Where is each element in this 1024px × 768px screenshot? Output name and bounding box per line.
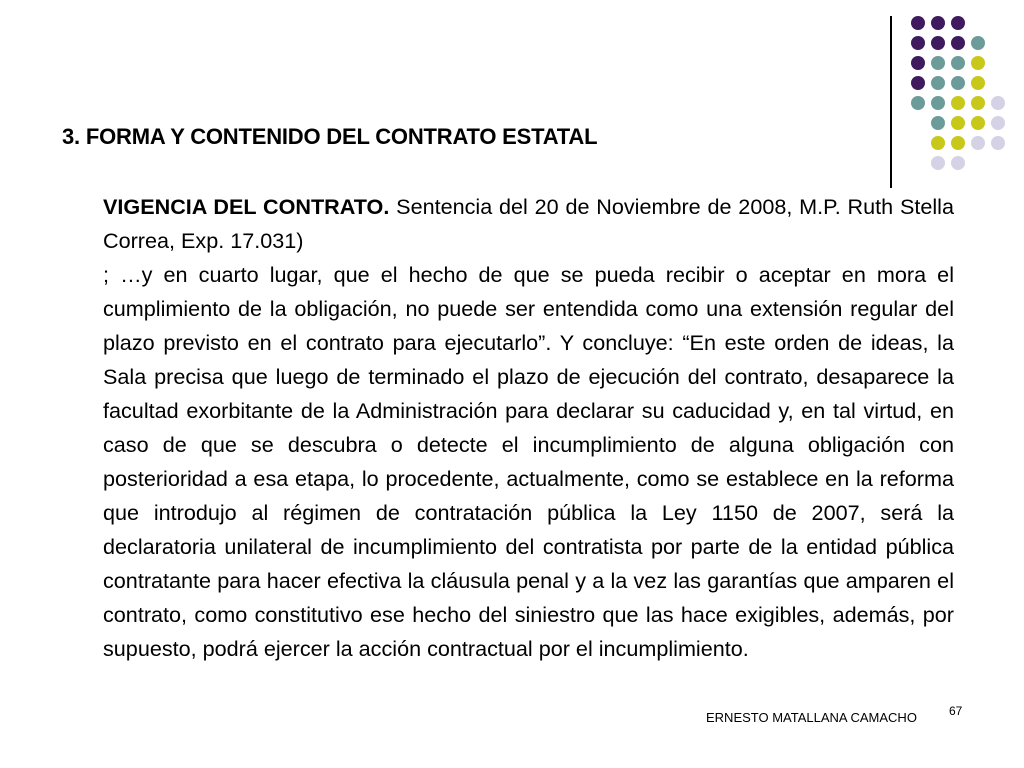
decorative-dot — [951, 76, 965, 90]
decorative-dot — [991, 96, 1005, 110]
decorative-dot — [931, 116, 945, 130]
decorative-dot — [971, 96, 985, 110]
decorative-dot — [931, 56, 945, 70]
decorative-dot-grid — [0, 0, 1024, 200]
decorative-dot — [911, 96, 925, 110]
decorative-dot — [951, 156, 965, 170]
decorative-dot — [911, 16, 925, 30]
decorative-dot — [991, 136, 1005, 150]
decorative-dot — [931, 16, 945, 30]
decorative-dot — [931, 96, 945, 110]
decorative-dot — [931, 156, 945, 170]
decorative-dot — [971, 116, 985, 130]
decorative-dot — [971, 36, 985, 50]
footer-author: ERNESTO MATALLANA CAMACHO — [706, 710, 917, 725]
citation-reference: Sentencia del 20 de Noviembre de 2008, M.P. Ruth Stella Correa, Exp. 17.031) — [103, 194, 954, 253]
decorative-dot — [951, 136, 965, 150]
citation-heading: VIGENCIA DEL CONTRATO. — [103, 194, 390, 219]
decorative-dot — [951, 36, 965, 50]
decorative-dot — [991, 116, 1005, 130]
decorative-dot — [931, 136, 945, 150]
decorative-dot — [971, 76, 985, 90]
decorative-dot — [911, 76, 925, 90]
decorative-dot — [971, 56, 985, 70]
decorative-dot — [951, 16, 965, 30]
page-number: 67 — [949, 704, 963, 718]
decorative-dot — [951, 116, 965, 130]
decorative-dot — [951, 96, 965, 110]
decorative-dot — [911, 56, 925, 70]
citation-paragraph — [103, 190, 954, 258]
slide-title: 3. FORMA Y CONTENIDO DEL CONTRATO ESTATAL — [62, 124, 598, 149]
decorative-dot — [971, 136, 985, 150]
slide-body — [103, 190, 954, 666]
vertical-divider-line — [890, 16, 892, 188]
decorative-dot — [911, 36, 925, 50]
quote-paragraph: ; …y en cuarto lugar, que el hecho de que se pueda recibir o aceptar en mora el cumplimiento de la obligación, no puede ser entendida como una extensión regular del plazo previsto en el contrato para ejecutarlo”. Y concluye: “En este orden de ideas, la Sala precisa que luego de terminado el plazo de ejecución del contrato, desaparece la facultad exorbitante de la Administración para declarar su caducidad y, en tal virtud, en caso de que se descubra o detecte el incumplimiento de alguna obligación con posterioridad a esa etapa, lo procedente, actualmente, como se establece en la reforma que introdujo al régimen de contratación pública la Ley 1150 de 2007, será la declaratoria unilateral de incumplimiento del contratista por parte de la entidad pública contratante para hacer efectiva la cláusula penal y a la vez las garantías que amparen el contrato, como constitutivo ese hecho del siniestro que las hace exigibles, además, por supuesto, podrá ejercer la acción contractual por el incumplimiento. — [103, 262, 954, 661]
decorative-dot — [931, 76, 945, 90]
decorative-dot — [931, 36, 945, 50]
decorative-dot — [951, 56, 965, 70]
